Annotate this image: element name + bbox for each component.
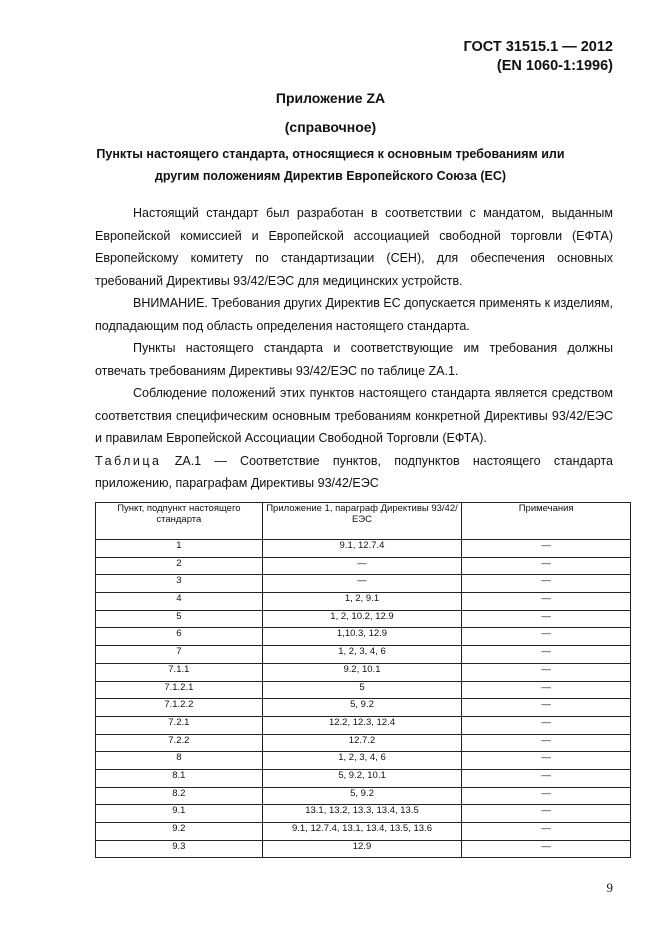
cell-notes: — — [462, 823, 631, 841]
column-header-directive: Приложение 1, параграф Директивы 93/42/ЕЭС — [262, 503, 462, 540]
appendix-title: Приложение ZA — [275, 90, 386, 106]
cell-directive-paragraph: 5, 9.2 — [262, 699, 462, 717]
appendix-note: (справочное) — [284, 119, 377, 135]
cell-directive-paragraph: 12.9 — [262, 840, 462, 858]
table-row — [96, 681, 631, 699]
cell-clause: 1 — [96, 540, 263, 558]
cell-directive-paragraph: 1, 2, 9.1 — [262, 593, 462, 611]
cell-notes: — — [462, 628, 631, 646]
cell-notes: — — [462, 575, 631, 593]
table-row — [96, 593, 631, 611]
cell-directive-paragraph: 5, 9.2 — [262, 787, 462, 805]
cell-clause: 3 — [96, 575, 263, 593]
cell-directive-paragraph: 1, 2, 10.2, 12.9 — [262, 610, 462, 628]
cell-clause: 7.1.2.2 — [96, 699, 263, 717]
document-header — [463, 38, 613, 76]
cell-notes: — — [462, 769, 631, 787]
cell-clause: 8.2 — [96, 787, 263, 805]
cell-clause: 9.3 — [96, 840, 263, 858]
paragraph: Соблюдение положений этих пунктов настоящего стандарта является средством соответствия специфическим основным требованиям конкретной Директивы 93/42/ЕЭС и правилам Европейской Ассоциации Свободной Торговли (ЕФТА). — [95, 386, 613, 445]
table-row — [96, 646, 631, 664]
table-header-row — [96, 503, 631, 540]
cell-clause: 7.2.1 — [96, 716, 263, 734]
table-row — [96, 716, 631, 734]
cell-notes: — — [462, 840, 631, 858]
cell-notes: — — [462, 646, 631, 664]
cell-directive-paragraph: — — [262, 557, 462, 575]
cell-clause: 5 — [96, 610, 263, 628]
table-row — [96, 557, 631, 575]
cell-notes: — — [462, 593, 631, 611]
cell-notes: — — [462, 805, 631, 823]
cell-notes: — — [462, 734, 631, 752]
cell-clause: 8.1 — [96, 769, 263, 787]
table-caption-text: ZA.1 — Соответствие пунктов, подпунктов настоящего стандарта приложению, параграфам Директивы 93/42/ЕЭС — [95, 453, 613, 490]
cell-notes: — — [462, 716, 631, 734]
cell-directive-paragraph: 9.2, 10.1 — [262, 663, 462, 681]
cell-notes: — — [462, 681, 631, 699]
cell-clause: 7.1.2.1 — [96, 681, 263, 699]
cell-directive-paragraph: 9.1, 12.7.4 — [262, 540, 462, 558]
cell-notes: — — [462, 699, 631, 717]
cell-directive-paragraph: — — [262, 575, 462, 593]
page-number: 9 — [606, 880, 613, 895]
column-header-notes: Примечания — [462, 503, 631, 540]
cell-directive-paragraph: 1, 2, 3, 4, 6 — [262, 752, 462, 770]
subtitle-line-1: Пункты настоящего стандарта, относящиеся к основным требованиям или — [96, 147, 565, 161]
table-row — [96, 628, 631, 646]
equivalent-standard: (EN 1060-1:1996) — [496, 58, 613, 74]
table-row — [96, 840, 631, 858]
table-row — [96, 752, 631, 770]
paragraph: Настоящий стандарт был разработан в соответствии с мандатом, выданным Европейской комиссией и Европейской ассоциацией свободной торговли (ЕФТА) Европейскому комитету по стандартизации (СЕН), для обеспечения основных требований Директивы 93/42/ЕЭС для медицинских устройств. — [95, 206, 613, 288]
cell-notes: — — [462, 540, 631, 558]
cell-clause: 7.2.2 — [96, 734, 263, 752]
cell-notes: — — [462, 557, 631, 575]
table-row — [96, 805, 631, 823]
cell-directive-paragraph: 12.7.2 — [262, 734, 462, 752]
cell-directive-paragraph: 5, 9.2, 10.1 — [262, 769, 462, 787]
table-row — [96, 823, 631, 841]
cell-clause: 2 — [96, 557, 263, 575]
table-row — [96, 540, 631, 558]
appendix-subtitle — [0, 143, 661, 187]
cell-clause: 8 — [96, 752, 263, 770]
cell-clause: 7 — [96, 646, 263, 664]
table-row — [96, 734, 631, 752]
table-caption-label: Таблица — [95, 453, 162, 468]
cell-clause: 6 — [96, 628, 263, 646]
cell-directive-paragraph: 1, 2, 3, 4, 6 — [262, 646, 462, 664]
cell-directive-paragraph: 12.2, 12.3, 12.4 — [262, 716, 462, 734]
cell-directive-paragraph: 5 — [262, 681, 462, 699]
table-row — [96, 769, 631, 787]
body-text — [95, 202, 613, 495]
table-caption — [95, 450, 613, 495]
cell-clause: 7.1.1 — [96, 663, 263, 681]
cell-notes: — — [462, 752, 631, 770]
correspondence-table — [95, 502, 631, 858]
standard-number: ГОСТ 31515.1 — 2012 — [463, 39, 613, 55]
cell-notes: — — [462, 610, 631, 628]
cell-directive-paragraph: 13.1, 13.2, 13.3, 13.4, 13.5 — [262, 805, 462, 823]
paragraph: ВНИМАНИЕ. Требования других Директив ЕС допускается применять к изделиям, подпадающим под область определения настоящего стандарта. — [95, 296, 613, 333]
table-row — [96, 787, 631, 805]
cell-notes: — — [462, 787, 631, 805]
subtitle-line-2: другим положениям Директив Европейского Союза (ЕС) — [154, 169, 507, 183]
cell-directive-paragraph: 9.1, 12.7.4, 13.1, 13.4, 13.5, 13.6 — [262, 823, 462, 841]
cell-directive-paragraph: 1,10.3, 12.9 — [262, 628, 462, 646]
cell-notes: — — [462, 663, 631, 681]
cell-clause: 4 — [96, 593, 263, 611]
table-row — [96, 610, 631, 628]
table-row — [96, 699, 631, 717]
paragraph: Пункты настоящего стандарта и соответствующие им требования должны отвечать требованиям Директивы 93/42/ЕЭС по таблице ZA.1. — [95, 341, 613, 378]
table-row — [96, 663, 631, 681]
table-row — [96, 575, 631, 593]
cell-clause: 9.1 — [96, 805, 263, 823]
column-header-clause: Пункт, подпункт настоящего стандарта — [96, 503, 263, 540]
cell-clause: 9.2 — [96, 823, 263, 841]
